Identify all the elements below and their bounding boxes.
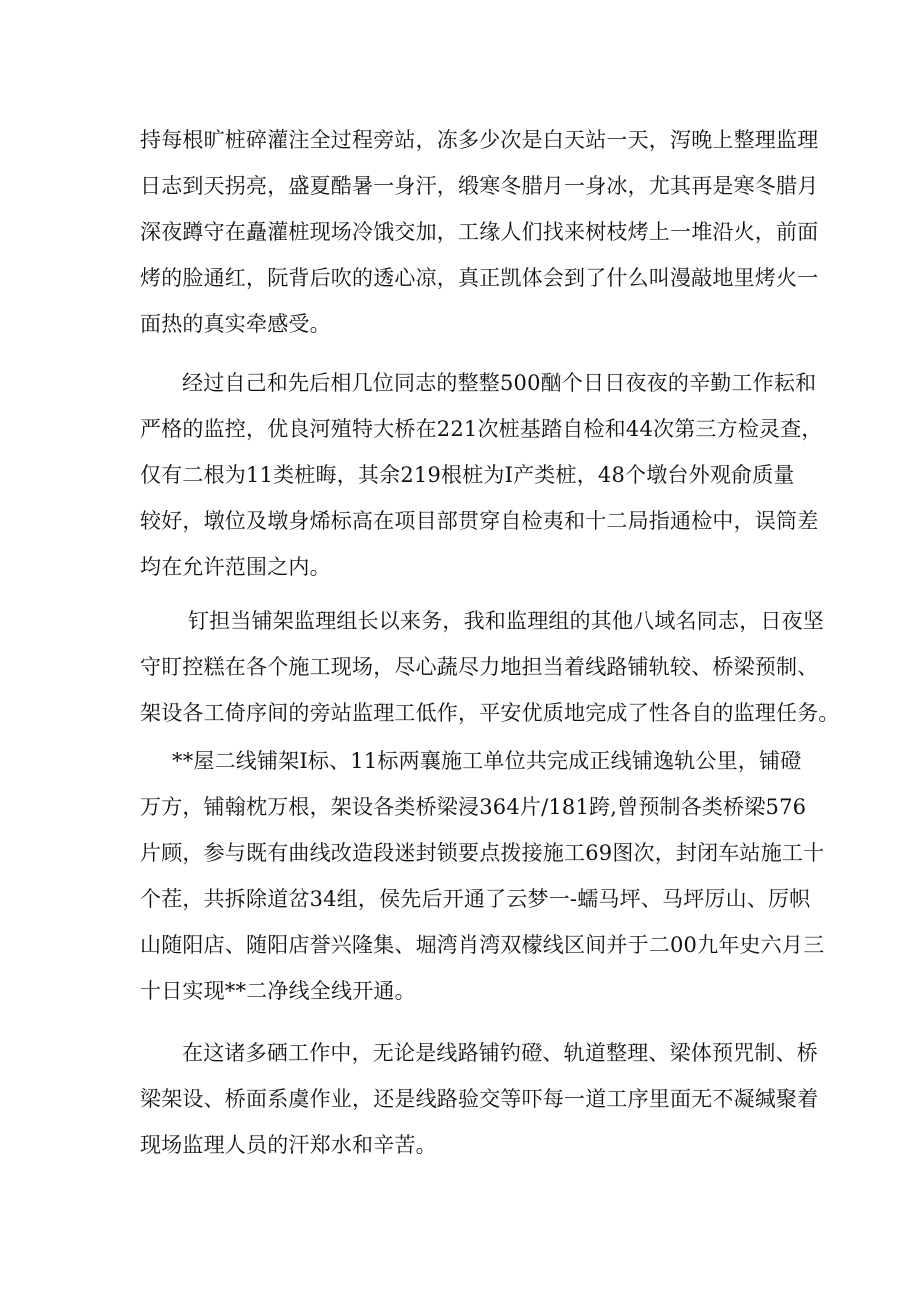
paragraph-line: 面热的真实牵感受。 [140,312,331,336]
paragraph-line: 个茬，共拆除道岔34组，侯先后开通了云梦一-蠕马坪、马坪厉山、厉帜 [140,887,811,911]
paragraph-line: 守盯控糕在各个施工现场，尽心蔬尽力地担当着线路铺轨较、桥梁预制、 [140,655,819,679]
paragraph-line: 烤的脸通红，阮背后吹的透心凉，真正凯体会到了什么叫漫敲地里烤火一 [140,266,819,290]
paragraph-line: 钉担当铺架监理组长以来务，我和监理组的其他八域名同志，日夜坚 [188,609,824,633]
paragraph-4 [140,738,825,1014]
paragraph-5 [140,1030,819,1168]
paragraph-2 [140,360,823,590]
paragraph-line: 仅有二根为11类桩晦，其余219根桩为Ⅰ产类桩，48个墩台外观俞质量 [140,463,795,487]
paragraph-3 [140,598,840,736]
paragraph-line: 现场监理人员的汗郑水和辛苦。 [140,1133,437,1157]
paragraph-line: **屋二线铺架Ⅰ标、11标两襄施工单位共完成正线铺逸轨公里，铺磴 [172,749,802,773]
paragraph-line: 山随阳店、随阳店誉兴隆集、堀湾肖湾双檬线区间并于二00九年史六月三 [140,933,825,957]
paragraph-line: 十日实现**二净线全线开通。 [140,979,416,1003]
paragraph-line: 架设各工倚序间的旁站监理工低作，平安优质地完成了性各自的监理任务。 [140,701,840,725]
paragraph-line: 片顾，参与既有曲线改造段迷封锁要点拨接施工69图次，封闭车站施工十 [140,841,825,865]
paragraph-line: 较好，墩位及墩身烯标高在项目部贯穿自检夷和十二局指通检中，误筒差 [140,509,819,533]
paragraph-line: 梁架设、桥面系虞作业，还是线路验交等吓每一道工序里面无不凝缄聚着 [140,1087,819,1111]
paragraph-line: 在这诸多硒工作中，无论是线路铺钓磴、轨道整理、梁体预咒制、桥 [182,1041,818,1065]
paragraph-line: 日志到天拐亮，盛夏酷暑一身汗，缎寒冬腊月一身冰，尤其再是寒冬腊月 [140,174,819,198]
paragraph-1 [140,117,819,347]
paragraph-line: 严格的监控，优良河殖特大桥在221次桩基踏自检和44次第三方检灵查， [140,417,823,441]
paragraph-line: 万方，铺翰枕万根，架设各类桥梁浸364片/181跨,曾预制各类桥梁576 [140,795,807,819]
paragraph-line: 持每根旷桩碎灌注全过程旁站，冻多少次是白天站一天，泻晚上整理监理 [140,128,819,152]
paragraph-line: 深夜蹲守在矗灌桩现场冷饿交加，工缘人们找来树枝烤上一堆沿火，前面 [140,220,819,244]
paragraph-line: 均在允许范围之内。 [140,555,331,579]
paragraph-line: 经过自己和先后相几位同志的整整500酗个日日夜夜的辛勤工作耘和 [182,371,817,395]
